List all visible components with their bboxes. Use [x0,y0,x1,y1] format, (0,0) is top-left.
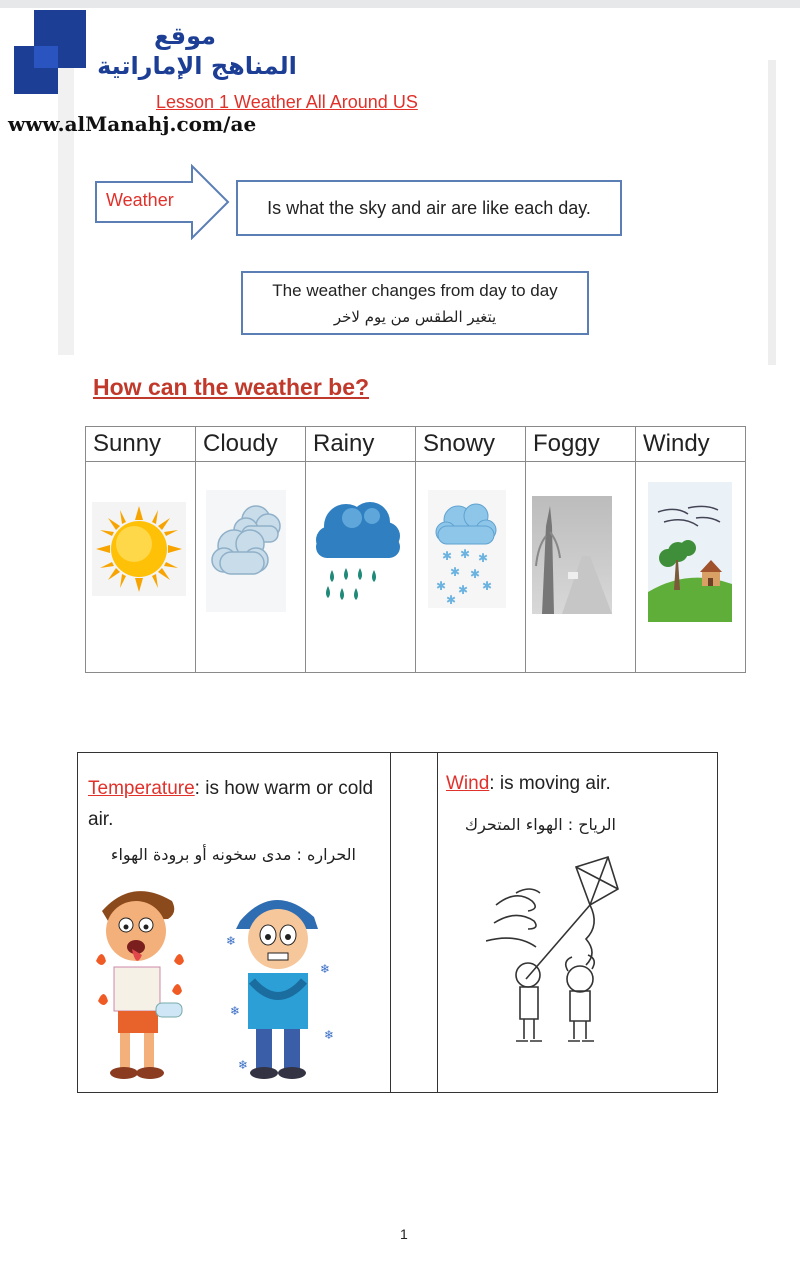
section-question: How can the weather be? [93,374,370,400]
logo-icon [14,10,86,94]
logo-text-line1: موقع [153,22,216,50]
wind-definition [446,773,611,795]
weather-cell-cloudy [196,462,306,673]
weather-header-foggy: Foggy [526,427,636,462]
definition-text: Is what the sky and air are like each day. [267,197,591,218]
page-panel-edge [58,60,74,355]
weather-header-rainy: Rainy [306,427,416,462]
divider-column [390,753,438,1092]
temperature-term: Temperature [88,778,195,799]
svg-text:✱: ✱ [442,549,453,563]
hot-kid-icon [96,891,184,1079]
cold-kid-icon [226,900,334,1079]
changes-arabic: يتغير الطقس من يوم لاخر [333,308,497,326]
wind-term: Wind [446,773,490,794]
weather-header-snowy: Snowy [416,427,526,462]
sun-icon [92,502,186,596]
svg-text:✱: ✱ [436,579,447,593]
svg-text:❄: ❄ [324,1028,335,1042]
svg-text:✱: ✱ [482,579,493,593]
svg-text:✱: ✱ [470,567,481,581]
changes-english: The weather changes from day to day [272,281,558,300]
snow-icon [428,490,506,608]
temperature-cell [78,753,391,1092]
wind-icon [648,482,732,622]
kite-kids-illustration [486,849,636,1054]
weather-cell-foggy [526,462,636,673]
wind-cell [438,753,717,1092]
svg-text:✱: ✱ [460,547,471,561]
cloud-icon [206,490,286,612]
svg-text:❄: ❄ [238,1058,249,1072]
wind-text: : is moving air. [489,773,611,794]
svg-text:✱: ✱ [478,551,489,565]
viewer-top-bar [0,0,800,8]
hot-cold-kids-illustration [88,881,354,1087]
weather-table-images [86,462,746,673]
weather-table-header [86,427,746,462]
weather-cell-snowy [416,462,526,673]
weather-header-windy: Windy [636,427,746,462]
svg-text:✱: ✱ [458,583,469,597]
lesson-title: Lesson 1 Weather All Around US [156,92,418,112]
fog-icon [532,496,612,614]
info-table [77,752,718,1093]
weather-table [85,426,746,673]
page-panel-edge-right [768,60,776,365]
svg-text:✱: ✱ [450,565,461,579]
svg-text:❄: ❄ [320,962,331,976]
temperature-text: : is how warm or cold air. [88,778,374,830]
logo-text-line2: المناهج الإماراتية [97,52,297,80]
temperature-arabic: الحراره : مدى سخونه أو برودة الهواء [110,845,356,864]
svg-text:❄: ❄ [226,934,237,948]
weather-cell-rainy [306,462,416,673]
page-number: 1 [400,1226,408,1242]
weather-header-sunny: Sunny [86,427,196,462]
changes-box [241,271,589,335]
svg-text:❄: ❄ [230,1004,241,1018]
wind-arabic: الرياح : الهواء المتحرك [464,815,616,834]
temperature-definition [88,773,378,835]
definition-term: Weather [106,190,174,210]
rain-icon [312,498,404,610]
svg-text:✱: ✱ [446,593,457,607]
weather-cell-sunny [86,462,196,673]
definition-box [236,180,622,236]
logo-url[interactable]: www.alManahj.com/ae [8,112,257,136]
weather-cell-windy [636,462,746,673]
weather-header-cloudy: Cloudy [196,427,306,462]
